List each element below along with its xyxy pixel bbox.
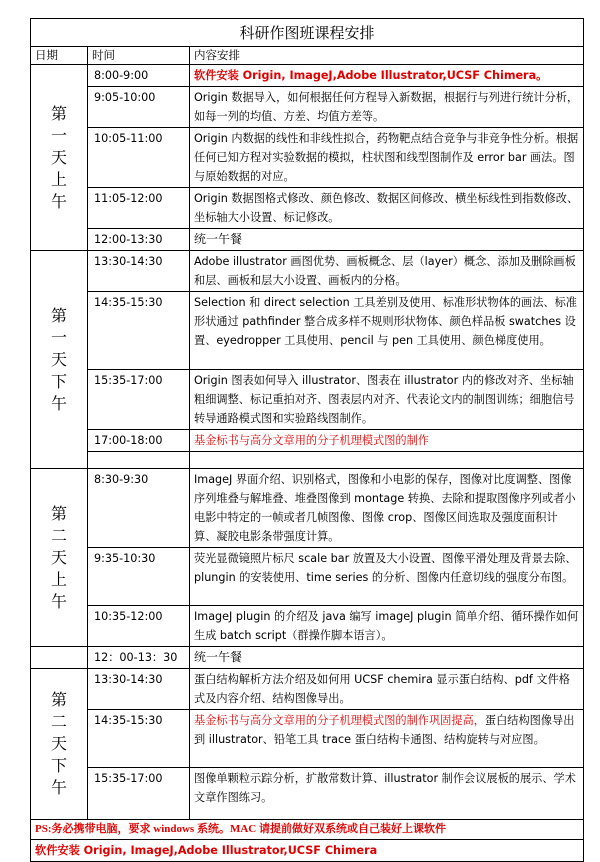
time-cell: 14:35-15:30 xyxy=(88,710,190,768)
content-emphasis: 基金标书与高分文章用的分子机理模式图的制作巩固提高， xyxy=(194,714,485,727)
table-row xyxy=(31,292,584,370)
content-cell: Origin 数据导入，如何根据任何方程导入新数据，根据行与列进行统计分析，如每一列的均值、方差、均值方差等。 xyxy=(190,87,584,128)
table-row xyxy=(31,669,584,710)
day-label: 第一天下午 xyxy=(31,251,88,469)
content-cell: 软件安装 Origin, ImageJ,Adobe Illustrator,UCSF Chimera。 xyxy=(190,65,584,87)
content-cell: Origin 数据图格式修改、颜色修改、数据区间修改、横坐标线性到指数修改、坐标轴大小设置、标记修改。 xyxy=(190,188,584,229)
time-cell: 8:30-9:30 xyxy=(88,469,190,548)
content-cell: Origin 内数据的线性和非线性拟合，药物靶点结合竞争与非竞争性分析。根据任何已知方程对实验数据的模拟，柱状图和线型图制作及 error bar 画法。图与原始数据的对应。 xyxy=(190,128,584,188)
spacer-cell xyxy=(190,452,584,469)
time-cell: 8:00-9:00 xyxy=(88,65,190,87)
content-cell xyxy=(190,710,584,768)
content-cell: ImageJ 界面介绍、识别格式，图像和小电影的保存，图像对比度调整、图像序列堆叠与解堆叠、堆叠图像到 montage 转换、去除和提取图像序列或者小电影中特定的一帧或者几帧图像、图像 crop、图像区间选取及强度面积计算、凝胶电影条带强度计算。 xyxy=(190,469,584,548)
table-row xyxy=(31,548,584,606)
page-title: 科研作图班课程安排 xyxy=(31,19,584,47)
lunch-cell: 统一午餐 xyxy=(190,229,584,251)
header-content: 内容安排 xyxy=(190,47,584,65)
spacer-row xyxy=(31,452,584,469)
content-text: 蛋白结构图像导出到 illustrator、铅笔工具 trace 蛋白结构卡通图、结构旋转与对应图。 xyxy=(194,714,575,746)
table-row xyxy=(31,65,584,87)
time-cell: 9:05-10:00 xyxy=(88,87,190,128)
content-cell: Selection 和 direct selection 工具差别及使用、标准形状物体的画法、标准形状通过 pathfinder 整合成多样不规则形状物体、颜色样品板 swatches 设置、eyedropper 工具使用、pencil 与 pen 工具使用、颜色梯度使用。 xyxy=(190,292,584,370)
time-cell: 17:00-18:00 xyxy=(88,430,190,452)
table-row xyxy=(31,606,584,647)
schedule-table xyxy=(30,18,584,862)
time-cell: 10:35-12:00 xyxy=(88,606,190,647)
day-spacer-cell xyxy=(31,647,88,669)
content-cell: 图像单颗粒示踪分析，扩散常数计算、illustrator 制作会议展板的展示、学术文章作图练习。 xyxy=(190,768,584,820)
content-cell: Adobe illustrator 画图优势、画板概念、层（layer）概念、添加及删除画板和层、画板和层大小设置、画板内的分格。 xyxy=(190,251,584,292)
day-label: 第二天上午 xyxy=(31,469,88,647)
spacer-cell xyxy=(88,452,190,469)
footer-note: PS:务必携带电脑，要求 windows 系统。MAC 请提前做好双系统或自己装好上课软件 xyxy=(31,820,584,840)
table-row xyxy=(31,710,584,768)
table-row xyxy=(31,370,584,430)
time-cell: 12:00-13:30 xyxy=(88,229,190,251)
day-label: 第一天上午 xyxy=(31,65,88,251)
content-cell: 蛋白结构解析方法介绍及如何用 UCSF chemira 显示蛋白结构、pdf 文件格式及内容介绍、结构图像导出。 xyxy=(190,669,584,710)
install-prefix: 软件安装 xyxy=(35,844,80,857)
header-date: 日期 xyxy=(31,47,88,65)
lunch-cell: 统一午餐 xyxy=(190,647,584,669)
table-row xyxy=(31,430,584,452)
table-row xyxy=(31,469,584,548)
footer-note-row xyxy=(31,820,584,840)
table-row xyxy=(31,188,584,229)
content-cell: Origin 图表如何导入 illustrator、图表在 illustrator 内的修改对齐、坐标轴粗细调整、标记重拍对齐、图表层内对齐、代表论文内的制图训练；细胞信号转导通路模式图和实验路线图制作。 xyxy=(190,370,584,430)
time-cell: 15:35-17:00 xyxy=(88,370,190,430)
time-cell: 13:30-14:30 xyxy=(88,669,190,710)
time-cell: 15:35-17:00 xyxy=(88,768,190,820)
footer-install xyxy=(31,840,584,862)
table-row xyxy=(31,251,584,292)
table-row xyxy=(31,128,584,188)
table-row xyxy=(31,87,584,128)
content-cell: 基金标书与高分文章用的分子机理模式图的制作 xyxy=(190,430,584,452)
time-cell: 13:30-14:30 xyxy=(88,251,190,292)
time-cell: 10:05-11:00 xyxy=(88,128,190,188)
header-row xyxy=(31,47,584,65)
table-row xyxy=(31,647,584,669)
install-apps: Origin, ImageJ,Adobe Illustrator,UCSF Chimera xyxy=(79,844,378,857)
header-time: 时间 xyxy=(88,47,190,65)
time-cell: 9:35-10:30 xyxy=(88,548,190,606)
content-cell: ImageJ plugin 的介绍及 java 编写 imageJ plugin 简单介绍、循环操作如何生成 batch script（群操作脚本语言）。 xyxy=(190,606,584,647)
day-label: 第二天下午 xyxy=(31,669,88,820)
title-row xyxy=(31,19,584,47)
table-row xyxy=(31,768,584,820)
time-cell: 14:35-15:30 xyxy=(88,292,190,370)
time-cell: 11:05-12:00 xyxy=(88,188,190,229)
time-cell: 12：00-13：30 xyxy=(88,647,190,669)
content-cell: 荧光显微镜照片标尺 scale bar 放置及大小设置、图像平滑处理及背景去除、plungin 的安装使用、time series 的分析、图像内任意切线的强度分布图。 xyxy=(190,548,584,606)
footer-install-row xyxy=(31,840,584,862)
table-row xyxy=(31,229,584,251)
